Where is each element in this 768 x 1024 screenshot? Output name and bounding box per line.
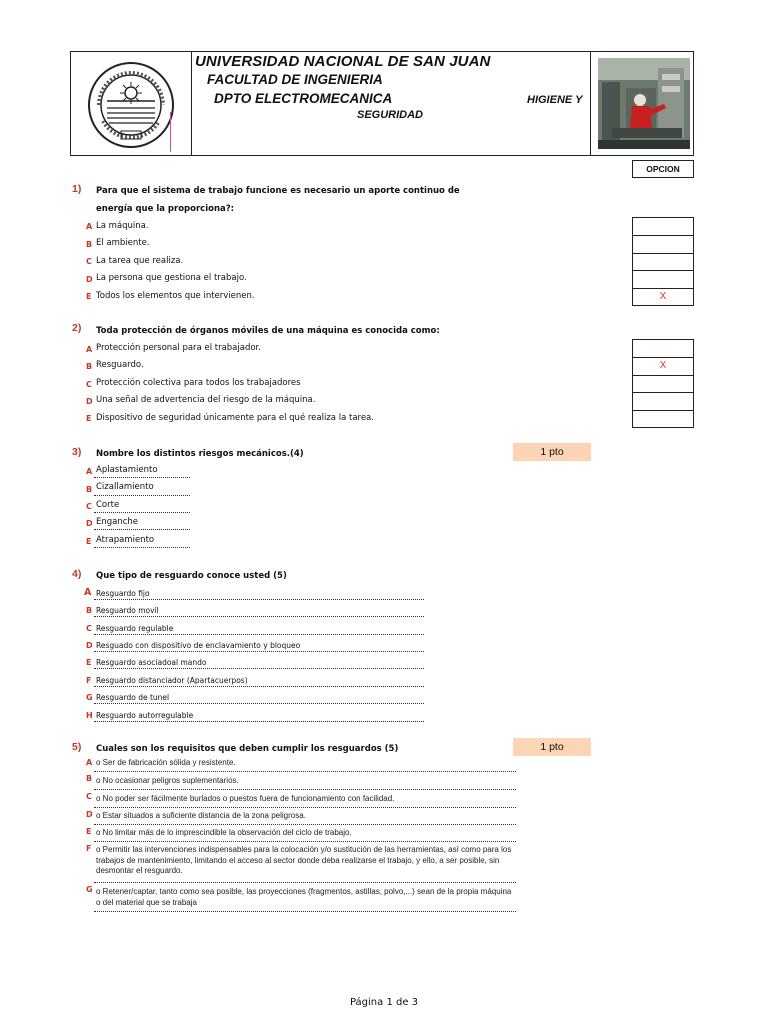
answer-line bbox=[94, 703, 424, 704]
q1-option-text: Todos los elementos que intervienen. bbox=[96, 291, 255, 301]
answer-line bbox=[94, 668, 424, 669]
q2-option-letter: D bbox=[86, 397, 93, 406]
q3-points-badge: 1 pto bbox=[513, 443, 591, 461]
q2-option-letter: A bbox=[86, 345, 93, 354]
answer-line bbox=[94, 477, 190, 478]
q3-answer-letter: E bbox=[86, 537, 92, 546]
q5-points-badge: 1 pto bbox=[513, 738, 591, 756]
q5-answer-letter: F bbox=[86, 844, 92, 853]
q5-answer-letter: C bbox=[86, 792, 92, 801]
q1-option-letter: E bbox=[86, 292, 92, 301]
q1-option-text: La persona que gestiona el trabajo. bbox=[96, 273, 247, 283]
q4-number: 4) bbox=[72, 568, 82, 580]
department-name: DPTO ELECTROMECANICA bbox=[214, 91, 393, 106]
university-seal-icon bbox=[87, 61, 175, 149]
q1-number: 1) bbox=[72, 183, 82, 195]
q4-answer-text: Resguardo fijo bbox=[96, 589, 150, 598]
q1-text-line2: energía que la proporciona?: bbox=[96, 204, 235, 214]
q5-answer-text: o Permitir las intervenciones indispensables para la colocación y/o sustitución de las herramientas, así como para los trabajos de mantenimiento, limitando el acceso al sector donde deba realizarse el trabajo, y ello, a ser posible, sin desmontar el resguardo. bbox=[96, 845, 512, 875]
q5-text: Cuales son los requisitos que deben cumplir los resguardos (5) bbox=[96, 744, 399, 754]
q2-answer-cell-a[interactable] bbox=[633, 340, 693, 357]
q4-answer-text: Resguardo distanciador (Apartacuerpos) bbox=[96, 676, 248, 685]
q4-answer-letter: C bbox=[86, 624, 92, 633]
answer-line bbox=[94, 721, 424, 722]
q3-answer-text: Corte bbox=[96, 500, 120, 510]
q1-answer-cell-e[interactable]: X bbox=[633, 288, 693, 305]
q4-answer-letter: E bbox=[86, 658, 92, 667]
q4-answer-letter: G bbox=[86, 693, 93, 702]
q5-answer-text: o Ser de fabricación sólida y resistente. bbox=[96, 758, 236, 767]
page-number: Página 1 de 3 bbox=[349, 997, 419, 1008]
q3-answer-text: Cizallamiento bbox=[96, 482, 154, 492]
answer-line bbox=[94, 686, 424, 687]
answer-line bbox=[94, 651, 424, 652]
q5-answer-text: o Estar situados a suficiente distancia de la zona peligrosa. bbox=[96, 811, 306, 820]
q2-option-letter: C bbox=[86, 380, 92, 389]
subject-line-2: SEGURIDAD bbox=[357, 109, 424, 121]
q1-option-text: La tarea que realiza. bbox=[96, 256, 184, 266]
q4-answer-text: Resguardo regulable bbox=[96, 624, 174, 633]
answer-line bbox=[94, 495, 190, 496]
answer-line bbox=[94, 807, 516, 808]
opcion-header: OPCION bbox=[632, 160, 694, 178]
q4-answer-text: Resguardo movil bbox=[96, 606, 159, 615]
answer-line bbox=[94, 789, 516, 790]
q1-option-letter: C bbox=[86, 257, 92, 266]
q1-option-text: La máquina. bbox=[96, 221, 149, 231]
q3-answer-text: Aplastamiento bbox=[96, 465, 158, 475]
q1-answer-cell-d[interactable] bbox=[633, 270, 693, 287]
q2-option-letter: B bbox=[86, 362, 93, 371]
q1-option-letter: B bbox=[86, 240, 93, 249]
q1-answer-box bbox=[632, 217, 694, 306]
faculty-name: FACULTAD DE INGENIERIA bbox=[207, 72, 383, 87]
q2-option-text: Resguardo. bbox=[96, 360, 144, 370]
answer-line bbox=[94, 512, 190, 513]
q2-answer-cell-d[interactable] bbox=[633, 392, 693, 409]
answer-line bbox=[94, 599, 424, 600]
q2-option-letter: E bbox=[86, 414, 92, 423]
q4-text: Que tipo de resguardo conoce usted (5) bbox=[96, 571, 287, 581]
q4-answer-letter: D bbox=[86, 641, 93, 650]
q2-answer-box bbox=[632, 339, 694, 428]
q4-answer-text: Resguardo asociadoal mando bbox=[96, 658, 207, 667]
seal-border-mark bbox=[170, 112, 171, 152]
subject-line-1: HIGIENE Y bbox=[527, 94, 583, 106]
q2-option-text: Protección personal para el trabajador. bbox=[96, 343, 261, 353]
answer-line bbox=[94, 771, 516, 772]
document-header bbox=[70, 51, 694, 156]
photo-cell bbox=[590, 52, 694, 155]
answer-line bbox=[94, 616, 424, 617]
q4-answer-letter: B bbox=[86, 606, 93, 615]
q4-answer-text: Resguardo de tunel bbox=[96, 693, 170, 702]
university-name: UNIVERSIDAD NACIONAL DE SAN JUAN bbox=[195, 53, 491, 70]
q1-option-letter: A bbox=[86, 222, 93, 231]
q2-answer-cell-c[interactable] bbox=[633, 375, 693, 392]
seal-cell bbox=[71, 52, 192, 155]
q2-option-text: Protección colectiva para todos los trabajadores bbox=[96, 378, 301, 388]
answer-line bbox=[94, 882, 516, 883]
q4-answer-letter: A bbox=[84, 587, 92, 598]
q1-answer-cell-a[interactable] bbox=[633, 218, 693, 235]
q1-text-line1: Para que el sistema de trabajo funcione es necesario un aporte continuo de bbox=[96, 186, 460, 196]
q3-answer-letter: A bbox=[86, 467, 93, 476]
answer-line bbox=[94, 841, 516, 842]
q1-option-text: El ambiente. bbox=[96, 238, 150, 248]
q4-answer-text: Resguado con dispositivo de enclavamiento y bloqueo bbox=[96, 641, 301, 650]
q5-answer-text: o No limitar más de lo imprescindible la observación del ciclo de trabajo. bbox=[96, 828, 352, 837]
answer-line bbox=[94, 911, 516, 912]
q2-number: 2) bbox=[72, 322, 82, 334]
answer-line bbox=[94, 634, 424, 635]
q5-answer-letter: B bbox=[86, 774, 93, 783]
q5-number: 5) bbox=[72, 741, 82, 753]
q5-answer-letter: D bbox=[86, 810, 93, 819]
q5-answer-text: o No ocasionar peligros suplementarios. bbox=[96, 776, 239, 785]
q3-answer-text: Atrapamiento bbox=[96, 535, 155, 545]
q4-answer-letter: H bbox=[86, 711, 93, 720]
q4-answer-letter: F bbox=[86, 676, 92, 685]
q3-answer-text: Enganche bbox=[96, 517, 139, 527]
q3-answer-letter: C bbox=[86, 502, 92, 511]
q1-answer-cell-b[interactable] bbox=[633, 235, 693, 252]
answer-line bbox=[94, 547, 190, 548]
q3-text: Nombre los distintos riesgos mecánicos.(4) bbox=[96, 449, 304, 459]
q2-answer-cell-b[interactable]: X bbox=[633, 357, 693, 374]
q5-answer-letter: E bbox=[86, 827, 92, 836]
q2-text: Toda protección de órganos móviles de una máquina es conocida como: bbox=[96, 326, 440, 336]
q2-answer-cell-e[interactable] bbox=[633, 410, 693, 427]
q3-number: 3) bbox=[72, 446, 82, 458]
q2-option-text: Una señal de advertencia del riesgo de la máquina. bbox=[96, 395, 316, 405]
q2-option-text: Dispositivo de seguridad únicamente para el qué realiza la tarea. bbox=[96, 413, 374, 423]
answer-line bbox=[94, 529, 190, 530]
q1-option-letter: D bbox=[86, 275, 93, 284]
q3-answer-letter: B bbox=[86, 485, 93, 494]
q1-answer-cell-c[interactable] bbox=[633, 253, 693, 270]
q5-answer-letter: A bbox=[86, 758, 93, 767]
machine-safety-photo bbox=[598, 58, 690, 149]
q5-answer-letter: G bbox=[86, 885, 93, 894]
q5-answer-text: o No poder ser fácilmente burlados o puestos fuera de funcionamiento con facilidad. bbox=[96, 794, 395, 803]
q4-answer-text: Resguardo autorregulable bbox=[96, 711, 194, 720]
q3-answer-letter: D bbox=[86, 519, 93, 528]
answer-line bbox=[94, 824, 516, 825]
q5-answer-text: o Retener/captar, tanto como sea posible, las proyecciones (fragmentos, astillas, polvo,...) sean de la propia máquina o del material que se trabaja bbox=[96, 887, 512, 907]
